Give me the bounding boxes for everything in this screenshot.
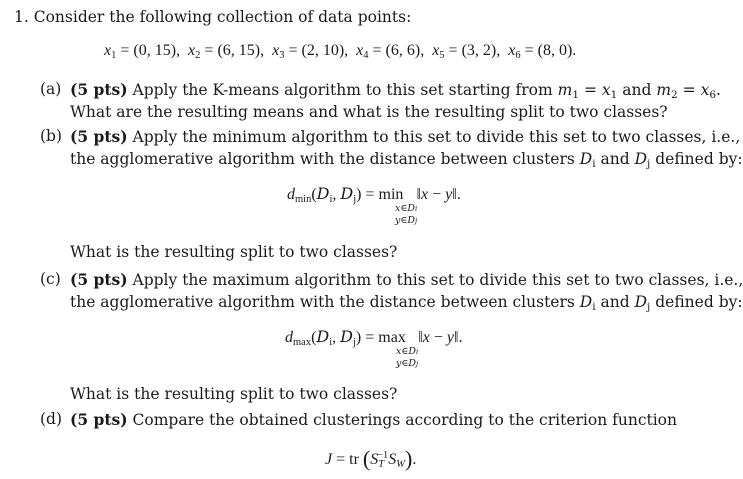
- part-d-line1: (5 pts) Compare the obtained clusterings according to the criterion function: [70, 410, 677, 429]
- part-a-label: (a): [40, 80, 62, 98]
- point-4: $x_4 = (6$, 6),: [356, 42, 425, 61]
- data-points: [104, 42, 576, 61]
- part-b-line1: (5 pts) Apply the minimum algorithm to this set to divide this set to two classes, i.e.,: [70, 127, 741, 146]
- problem-header: [14, 8, 411, 26]
- part-c-points: (5 pts): [70, 270, 128, 289]
- problem-intro: Consider the following collection of data points:: [33, 8, 412, 26]
- point-1: $x_1 = (0$, 15),: [104, 42, 181, 61]
- problem-number: 1.: [14, 8, 29, 26]
- part-b-points: (5 pts): [70, 127, 128, 146]
- point-5: $x_5 = (3$, 2),: [432, 42, 501, 61]
- part-a-line1: (5 pts) Apply the K-means algorithm to this set starting from $m_1 = x_1$ and $m_2 = x_6$.: [70, 80, 721, 101]
- part-a-points: (5 pts): [70, 80, 128, 99]
- part-c-line1: (5 pts) Apply the maximum algorithm to this set to divide this set to two classes, i.e.,: [70, 270, 743, 289]
- formula-dmax-under2: y∈Dj: [396, 358, 419, 369]
- point-2: $x_2 = (6$, 15),: [188, 42, 265, 61]
- part-c-line2: the agglomerative algorithm with the distance between clusters $D_i$ and $D_j$ defined by:: [70, 293, 743, 313]
- formula-dmax: $d_{max}(D_i$, $D_j) = \max$ ‖x − y‖.: [285, 327, 463, 348]
- part-d-points: (5 pts): [70, 410, 128, 429]
- formula-criterion: J = tr $(S_T^{-1}S_W)$.: [325, 446, 417, 471]
- part-b-question: What is the resulting split to two classes?: [70, 243, 398, 261]
- formula-dmin-under2: y∈Dj: [395, 215, 418, 226]
- part-c-label: (c): [40, 270, 61, 288]
- formula-dmax-under1: x∈Di: [396, 346, 419, 357]
- point-3: $x_3 = (2$, 10),: [272, 42, 349, 61]
- formula-dmin: $d_{min}(D_i$, $D_j) = \min$ ‖x − y‖.: [287, 184, 461, 205]
- formula-dmin-under1: x∈Di: [395, 203, 418, 214]
- part-d-label: (d): [40, 410, 63, 428]
- part-c-question: What is the resulting split to two classes?: [70, 385, 398, 403]
- part-b-label: (b): [40, 127, 63, 145]
- part-b-line2: the agglomerative algorithm with the distance between clusters $D_i$ and $D_j$ defined by:: [70, 150, 743, 170]
- point-6: $x_6 = (8$, 0).: [508, 42, 577, 61]
- part-a-line2: What are the resulting means and what is the resulting split to two classes?: [70, 103, 668, 121]
